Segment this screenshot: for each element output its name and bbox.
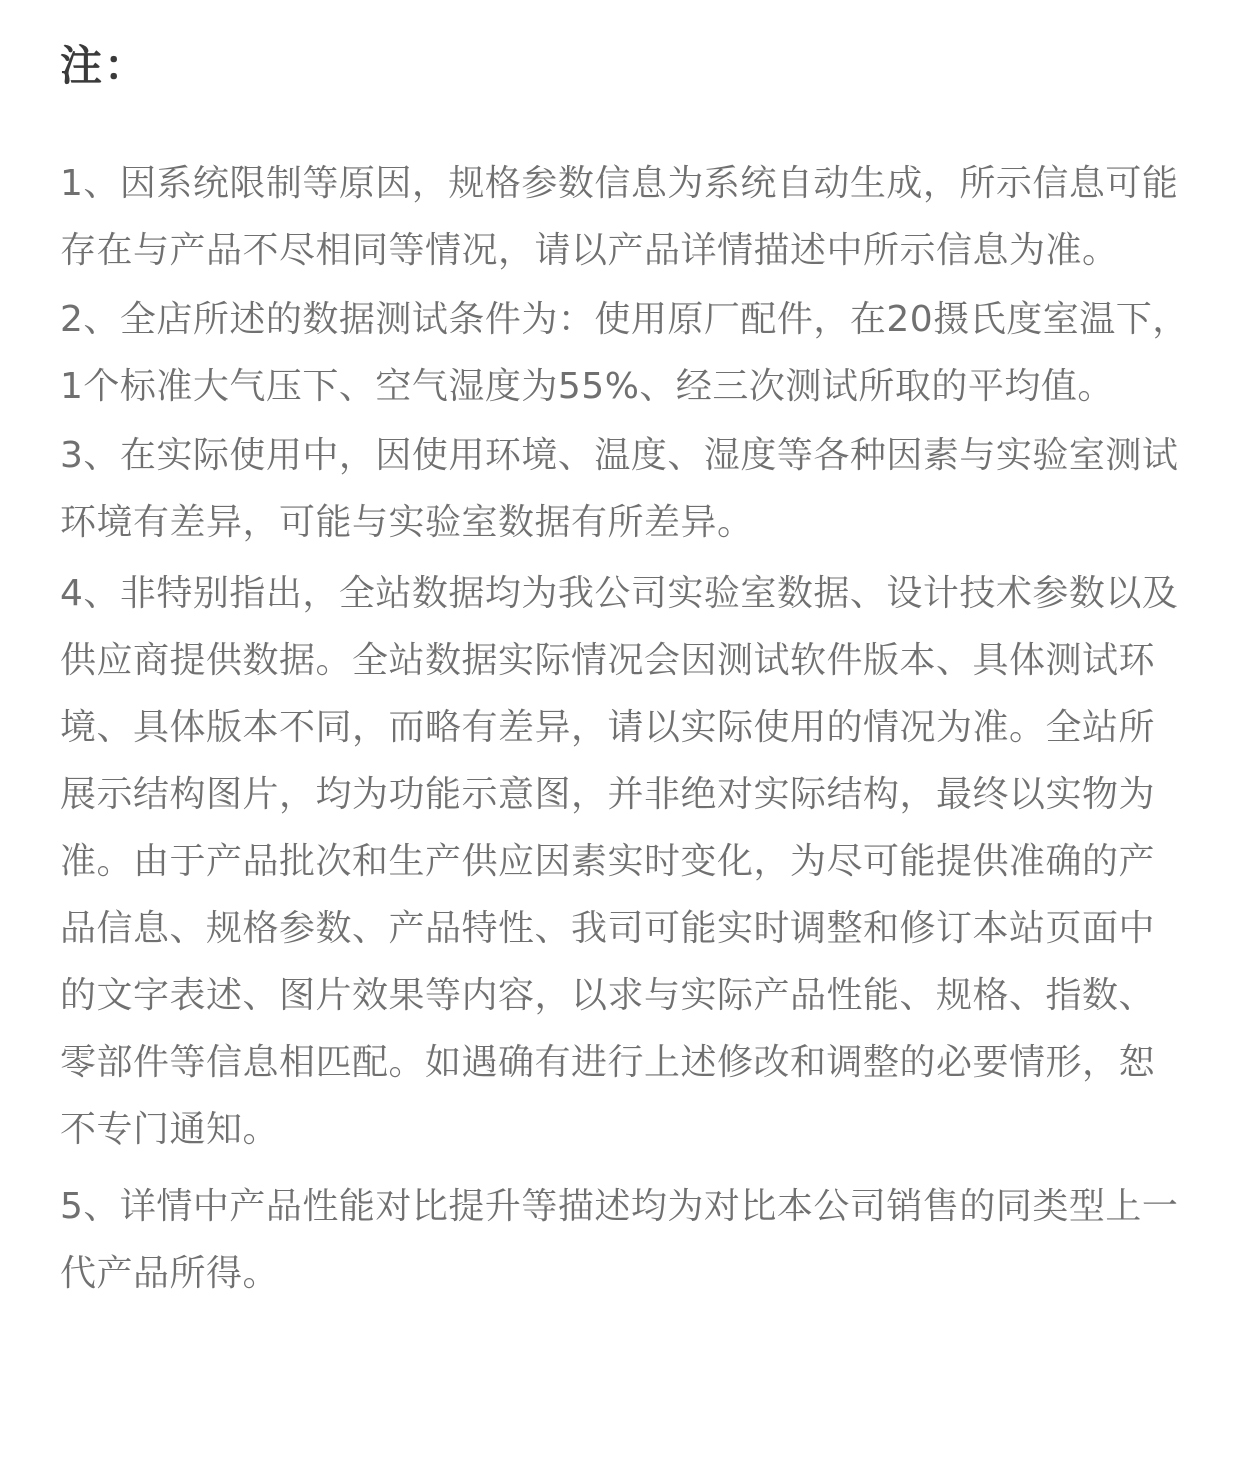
page-title: 注：: [60, 41, 149, 90]
note-item-2: 2、全店所述的数据测试条件为：使用原厂配件，在20摄氏度室温下，1个标准大气压下、空气湿度为55%、经三次测试所取的平均值。: [60, 299, 1189, 407]
note-item-5: 5、详情中产品性能对比提升等描述均为对比本公司销售的同类型上一代产品所得。: [60, 1186, 1179, 1294]
note-item-1: 1、因系统限制等原因，规格参数信息为系统自动生成，所示信息可能存在与产品不尽相同等情况，请以产品详情描述中所示信息为准。: [60, 163, 1179, 271]
notes-list: [60, 150, 1190, 1307]
note-item-4: 4、非特别指出，全站数据均为我公司实验室数据、设计技术参数以及供应商提供数据。全站数据实际情况会因测试软件版本、具体测试环境、具体版本不同，而略有差异，请以实际使用的情况为准。全站所展示结构图片，均为功能示意图，并非绝对实际结构，最终以实物为准。由于产品批次和生产供应因素实时变化，为尽可能提供准确的产品信息、规格参数、产品特性、我司可能实时调整和修订本站页面中的文字表述、图片效果等内容，以求与实际产品性能、规格、指数、零部件等信息相匹配。如遇确有进行上述修改和调整的必要情形，恕不专门通知。: [60, 573, 1179, 1150]
note-item-3: 3、在实际使用中，因使用环境、温度、湿度等各种因素与实验室测试环境有差异，可能与实验室数据有所差异。: [60, 435, 1179, 543]
